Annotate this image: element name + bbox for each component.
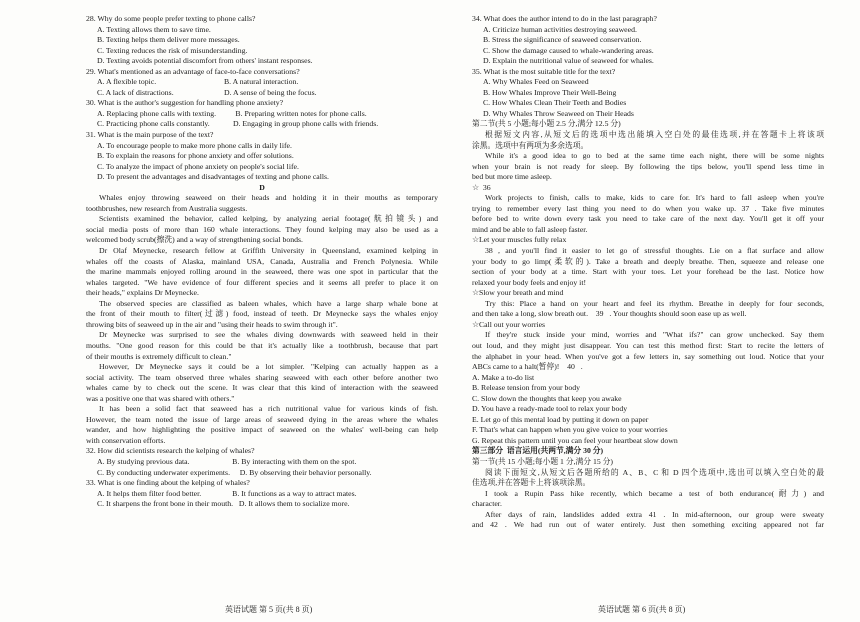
text-line: C. By conducting underwater experiments. D. By observing their behavior personally. <box>97 467 372 477</box>
text-line: B. Texting helps them deliver more messages. <box>97 35 240 45</box>
text-line: of their mouths is extremely difficult to clean." <box>86 351 232 361</box>
text-line: D. Texting avoids potential discomfort from others' instant responses. <box>97 56 313 66</box>
text-line: Whales enjoy throwing seaweed on their heads and holding it in their mouths as temporary <box>99 193 438 203</box>
text-line: D. Explain the nutritional value of seaweed for whales. <box>483 56 654 66</box>
text-line: C. Texting reduces the risk of misunderstanding. <box>97 45 248 55</box>
text-line: C. Slow down the thoughts that keep you awake <box>472 393 622 403</box>
text-line: whales came by to check out the scene. It was clear that this kind of interaction with the seaweed <box>86 383 438 393</box>
right-page-footer: 英语试题 第 6 页(共 8 页) <box>598 605 686 614</box>
text-line: B. Release tension from your body <box>472 383 581 393</box>
text-line: character. <box>472 499 502 509</box>
text-line: Work projects to finish, calls to make, kids to care for. It's hard to fall asleep when you're <box>485 193 824 203</box>
text-line: D. You have a ready-made tool to relax your body <box>472 404 628 414</box>
text-line: was a positive one that was shared with others." <box>86 393 235 403</box>
text-line: A. It helps them filter food better. B. It functions as a way to attract mates. <box>97 488 357 498</box>
text-line: out loud, and they might just disappear. You can test this method first: Start to recite the letters of <box>472 340 824 350</box>
text-line: the marine mammals enjoyed rolling around in the seaweed, there was one spot in particular that the <box>86 267 438 277</box>
text-line: G. Repeat this pattern until you can feel your heartbeat slow down <box>472 435 678 445</box>
text-line: ☆Let your muscles fully relax <box>472 235 567 245</box>
text-line: However, Dr Meynecke says it could be a lot simpler. "Kelping can actually happen as a <box>99 362 438 372</box>
text-line: whales targeted. "We have evidence of four different species and it seems all prefer to place it on <box>86 277 438 287</box>
text-line: A. Texting allows them to save time. <box>97 24 211 34</box>
text-line: 阅读下面短文,从短文后各题所给的 A、B、C 和 D 四个选项中,选出可以填入空白处的最 <box>485 467 824 477</box>
text-line: It has been a solid fact that seaweed has a rich nutritional value for various kinds of fish. <box>99 404 438 414</box>
text-line: ABCs came to a halt(暂停)! 40 . <box>472 362 583 372</box>
text-line: 第三部分 语言运用(共两节,满分 30 分) <box>472 446 604 456</box>
text-line: the alphabet in your head. When you've got a few letters in, say something out loud. Notice that your <box>472 351 824 361</box>
text-line: 30. What is the author's suggestion for handling phone anxiety? <box>86 98 284 108</box>
text-line: A. To encourage people to make more phone calls in daily life. <box>97 140 292 150</box>
text-line: whales off the coasts of Alaska, mainland USA, Canada, Australia and French Polynesia. While <box>86 256 438 266</box>
text-line: D. Why Whales Throw Seaweed on Their Heads <box>483 108 634 118</box>
text-line: 31. What is the main purpose of the text? <box>86 130 214 140</box>
right-page-column <box>472 14 824 531</box>
text-line: social media posts of more than 160 whale interactions. They found kelping may also be used as a <box>86 224 438 234</box>
text-line: ☆ 36 <box>472 182 495 192</box>
text-line: 28. Why do some people prefer texting to phone calls? <box>86 14 256 23</box>
text-line: A. Criticize human activities destroying seaweed. <box>483 24 637 34</box>
text-line: throwing bits of seaweed up in the air and "using their heads to swim through it". <box>86 319 338 329</box>
text-line: Scientists examined the behavior, called kelping, by analyzing aerial footage(航拍镜头) and <box>99 214 438 224</box>
text-line: 29. What's mentioned as an advantage of face-to-face conversations? <box>86 66 300 76</box>
text-line: 35. What is the most suitable title for the text? <box>472 66 616 76</box>
text-line: 34. What does the author intend to do in the last paragraph? <box>472 14 657 23</box>
text-line: social activity. The team observed three whales sharing seaweed with each other before another two <box>86 372 438 382</box>
text-line: F. That's what can happen when you give voice to your worries <box>472 425 668 435</box>
text-line: with conservation efforts. <box>86 435 166 445</box>
text-line: mouths. "One good reason for this could be that it's actually like a toothbrush, because that part <box>86 340 438 350</box>
text-line: C. It sharpens the front bone in their mouth. D. It allows them to socialize more. <box>97 499 350 509</box>
left-page-footer: 英语试题 第 5 页(共 8 页) <box>225 605 313 614</box>
text-line: bed but more time asleep. <box>472 172 552 182</box>
text-line: 32. How did scientists research the kelping of whales? <box>86 446 255 456</box>
text-line: C. How Whales Clean Their Teeth and Bodies <box>483 98 627 108</box>
text-line: ☆Slow your breath and mind <box>472 288 564 298</box>
text-line: E. Let go of this mental load by putting it down on paper <box>472 414 649 424</box>
text-line: mind and be able to fall asleep faster. <box>472 224 588 234</box>
text-line: B. To explain the reasons for phone anxiety and offer solutions. <box>97 151 294 161</box>
text-line: After days of rain, landslides added extra 41 . In mid-afternoon, our group were sweaty <box>485 509 824 519</box>
text-line: relaxed your body feels and enjoy it! <box>472 277 587 287</box>
text-line: their heads," explains Dr Meynecke. <box>86 288 199 298</box>
text-line: C. A lack of distractions. D. A sense of being the focus. <box>97 87 317 97</box>
text-line: trying to remember every last thing you need to do when you wake up. 37 . Take five minutes <box>472 203 824 213</box>
text-line: your body to go limp(柔软的). Take a breath and deeply breathe. Then, squeeze and release one <box>472 256 824 266</box>
text-line: The observed species are classified as baleen whales, which have a large sharp whale bone at <box>99 298 438 308</box>
text-line: A. By studying previous data. B. By interacting with them on the spot. <box>97 456 357 466</box>
text-line: D. To present the advantages and disadvantages of texting and phone calls. <box>97 172 329 182</box>
text-line: A. Replacing phone calls with texting. B. Preparing written notes for phone calls. <box>97 108 367 118</box>
text-line: 第一节(共 15 小题;每小题 1 分,满分 15 分) <box>472 456 614 466</box>
text-line: A. Make a to-do list <box>472 372 535 382</box>
text-line: when your brain is not ready for sleep. By following the tips below, you'll spend less time in <box>472 161 824 171</box>
text-line: B. Stress the significance of seaweed conservation. <box>483 35 642 45</box>
text-line: D <box>259 182 265 192</box>
left-page-column <box>86 14 438 510</box>
text-line: If they're stuck inside your mind, worries and "What ifs?" can grow unchecked. Say them <box>485 330 824 340</box>
text-line: While it's a good idea to go to bed at the same time each night, there will be some nights <box>485 151 824 161</box>
text-line: wander, and how highlighting the positive impact of seaweed on the whales' well-being can help <box>86 425 438 435</box>
text-line: and 42 . We had run out of water entirely. Just then something exciting appeared not far <box>472 520 824 530</box>
text-line: the front of their mouth to filter(过滤) food, instead of teeth. Dr Meynecke says the whales enjoy <box>86 309 438 319</box>
text-line: C. To analyze the impact of phone anxiety on people's social life. <box>97 161 299 171</box>
text-line: C. Practicing phone calls constantly. D. Engaging in group phone calls with friends. <box>97 119 379 129</box>
text-line: 佳选项,并在答题卡上将该项涂黑。 <box>472 478 591 488</box>
text-line: 根据短文内容,从短文后的选项中选出能填入空白处的最佳选项,并在答题卡上将该项 <box>485 130 824 140</box>
text-line: However, the team noted the issue of large areas of seaweed dying in the areas where the whales <box>86 414 438 424</box>
text-line: 33. What is one finding about the kelping of whales? <box>86 478 250 488</box>
text-line: 涂黑。选项中有两项为多余选项。 <box>472 140 589 150</box>
text-line: and then take a long, slow breath out. 39 . Your thoughts should soon ease up as well. <box>472 309 747 319</box>
text-line: welcomed body scrub(擦洗) and a way of strengthening social bonds. <box>86 235 303 245</box>
text-line: Dr Olaf Meynecke, research fellow at Griffith University in Queensland, examined kelping in <box>99 246 438 256</box>
text-line: 第二节(共 5 小题;每小题 2.5 分,满分 12.5 分) <box>472 119 621 129</box>
text-line: before bed to write down every task you need to take care of the next day. You'll get it off your <box>472 214 824 224</box>
text-line: section of your body at a time. Start with your toes. Let your forehead be the last. Notice how <box>472 267 824 277</box>
text-line: ☆Call out your worries <box>472 319 546 329</box>
text-line: A. A flexible topic. B. A natural interaction. <box>97 77 299 87</box>
text-line: B. How Whales Improve Their Well-Being <box>483 87 617 97</box>
text-line: Dr Meynecke was surprised to see the whales diving downwards with seaweed held in their <box>99 330 438 340</box>
text-line: toothbrushes, new research from Australia suggests. <box>86 203 248 213</box>
text-line: A. Why Whales Feed on Seaweed <box>483 77 589 87</box>
text-line: C. Show the damage caused to whale-wandering areas. <box>483 45 654 55</box>
text-line: I took a Rupin Pass hike recently, which became a test of both endurance(耐力) and <box>485 488 824 498</box>
text-line: 38 , and you'll find it easier to let go of stressful thoughts. Lie on a flat surface and allow <box>485 246 824 256</box>
text-line: Try this: Place a hand on your heart and feel its rhythm. Breathe in deeply for four seconds, <box>485 298 824 308</box>
